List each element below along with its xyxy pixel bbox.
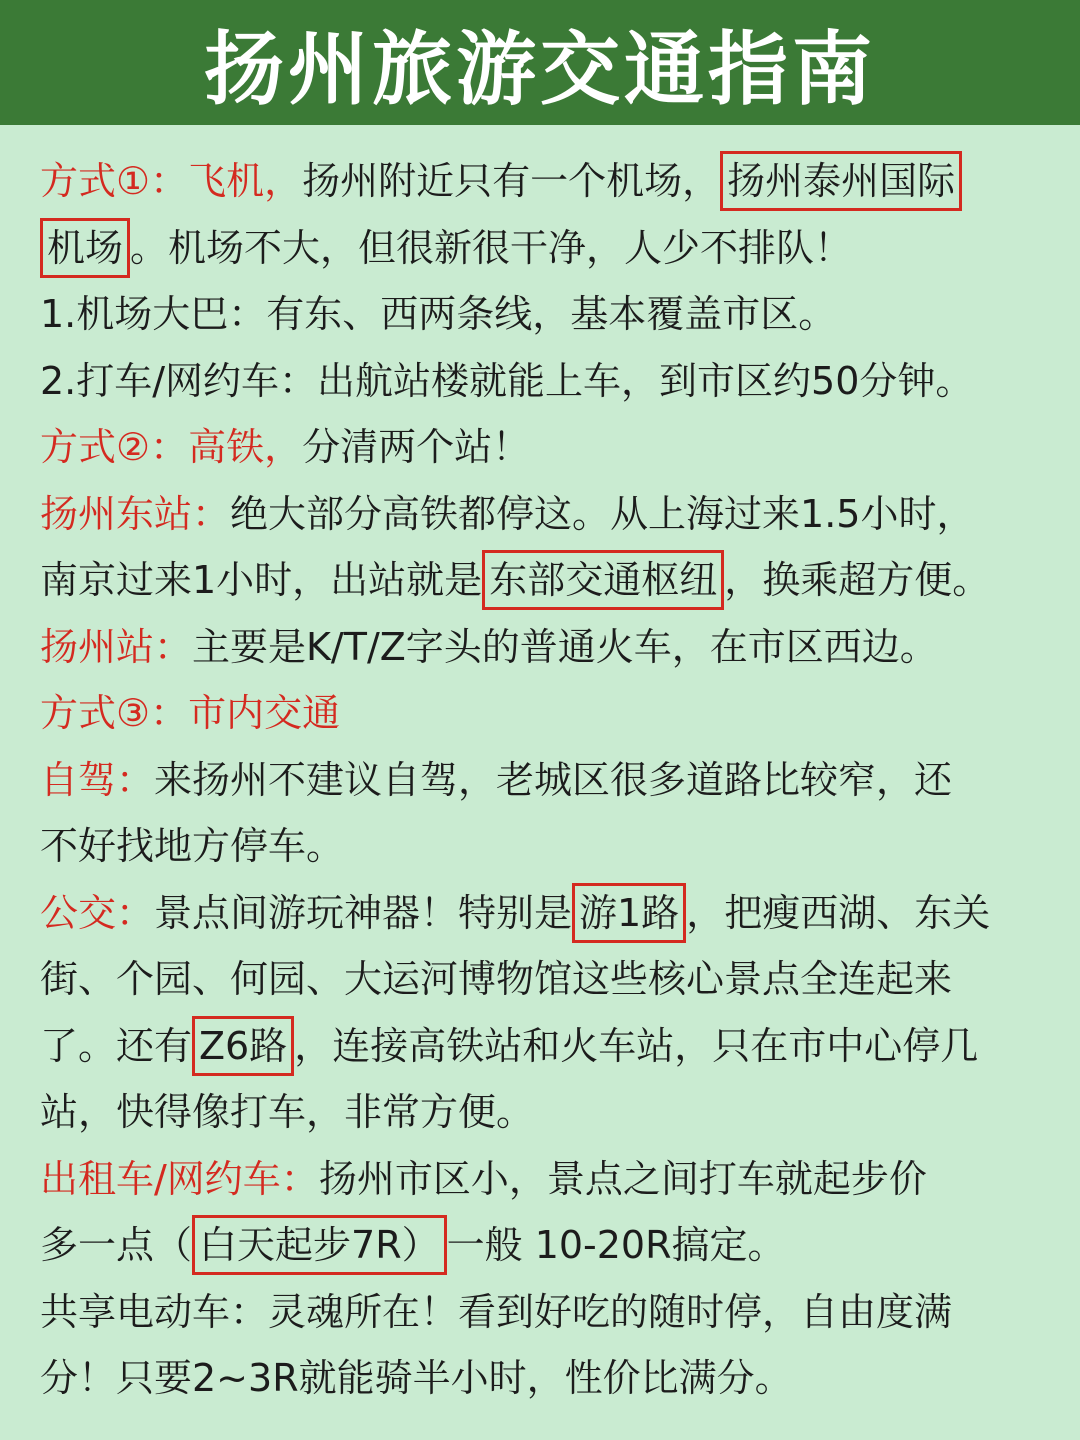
method-3-heading: 方式③：市内交通 bbox=[40, 691, 341, 735]
text-line-9 bbox=[40, 680, 1050, 747]
station-east-label: 扬州东站： bbox=[40, 491, 231, 536]
text-line-15 bbox=[40, 1079, 1050, 1146]
text-line-14 bbox=[40, 1013, 1050, 1080]
line-text: 了。还有 bbox=[40, 1023, 193, 1068]
line-text: 南京过来1小时，出站就是 bbox=[40, 558, 483, 602]
text-line-7 bbox=[40, 547, 1050, 614]
line-text: 一般 10-20R搞定。 bbox=[446, 1223, 786, 1267]
line-text: 2.打车/网约车：出航站楼就能上车，到市区约50分钟。 bbox=[40, 358, 974, 403]
line-text: 不好找地方停车。 bbox=[40, 824, 345, 868]
text-line-1 bbox=[40, 148, 1050, 215]
line-text: 分！只要2~3R就能骑半小时，性价比满分。 bbox=[40, 1356, 793, 1400]
line-text: 街、个园、何园、大运河博物馆这些核心景点全连起来 bbox=[40, 957, 953, 1001]
text-line-10 bbox=[40, 747, 1050, 814]
station-main-label: 扬州站： bbox=[40, 624, 193, 669]
self-drive-label: 自驾： bbox=[40, 757, 155, 802]
line-text: 站，快得像打车，非常方便。 bbox=[40, 1090, 535, 1134]
text-line-19 bbox=[40, 1345, 1050, 1412]
guide-body bbox=[40, 148, 1050, 1412]
line-text: 扬州市区小，景点之间打车就起步价 bbox=[318, 1156, 927, 1201]
bus-label: 公交： bbox=[40, 890, 155, 935]
method-2-heading: 方式②：高铁， bbox=[40, 425, 303, 469]
text-line-17 bbox=[40, 1212, 1050, 1279]
line-text: ，把瘦西湖、东关 bbox=[686, 890, 991, 935]
text-line-3 bbox=[40, 281, 1050, 348]
line-text: 景点间游玩神器！特别是 bbox=[154, 890, 573, 935]
text-line-13 bbox=[40, 946, 1050, 1013]
line-text: 分清两个站！ bbox=[302, 425, 531, 469]
line-text: 1.机场大巴：有东、西两条线，基本覆盖市区。 bbox=[40, 292, 837, 336]
line-text: 来扬州不建议自驾，老城区很多道路比较窄，还 bbox=[154, 757, 953, 802]
highlight-bus-route-you1: 游1路 bbox=[572, 883, 686, 943]
header-banner bbox=[0, 0, 1080, 125]
text-line-2 bbox=[40, 215, 1050, 282]
page-title: 扬州旅游交通指南 bbox=[204, 23, 876, 116]
line-text: 扬州附近只有一个机场， bbox=[302, 159, 721, 203]
taxi-label: 出租车/网约车： bbox=[40, 1156, 319, 1201]
highlight-airport-name: 扬州泰州国际 bbox=[720, 151, 962, 211]
text-line-16 bbox=[40, 1146, 1050, 1213]
text-line-12 bbox=[40, 880, 1050, 947]
text-line-18 bbox=[40, 1279, 1050, 1346]
highlight-airport-name-cont: 机场 bbox=[40, 218, 130, 278]
text-line-11 bbox=[40, 813, 1050, 880]
line-text: 绝大部分高铁都停这。从上海过来1.5小时， bbox=[230, 491, 975, 536]
line-text: 主要是K/T/Z字头的普通火车，在市区西边。 bbox=[192, 624, 938, 669]
text-line-8 bbox=[40, 614, 1050, 681]
text-line-6 bbox=[40, 481, 1050, 548]
line-text: ，连接高铁站和火车站，只在市中心停几 bbox=[294, 1023, 979, 1068]
line-text: 多一点（ bbox=[40, 1223, 193, 1267]
text-line-5 bbox=[40, 414, 1050, 481]
highlight-transport-hub: 东部交通枢纽 bbox=[482, 550, 724, 610]
line-text: 。机场不大，但很新很干净，人少不排队！ bbox=[130, 225, 853, 270]
highlight-taxi-fare: 白天起步7R） bbox=[192, 1215, 447, 1275]
line-text: 共享电动车：灵魂所在！看到好吃的随时停，自由度满 bbox=[40, 1289, 953, 1334]
text-line-4 bbox=[40, 348, 1050, 415]
line-text: ，换乘超方便。 bbox=[724, 558, 991, 602]
highlight-bus-route-z6: Z6路 bbox=[192, 1016, 294, 1076]
method-1-heading: 方式①：飞机， bbox=[40, 159, 303, 203]
